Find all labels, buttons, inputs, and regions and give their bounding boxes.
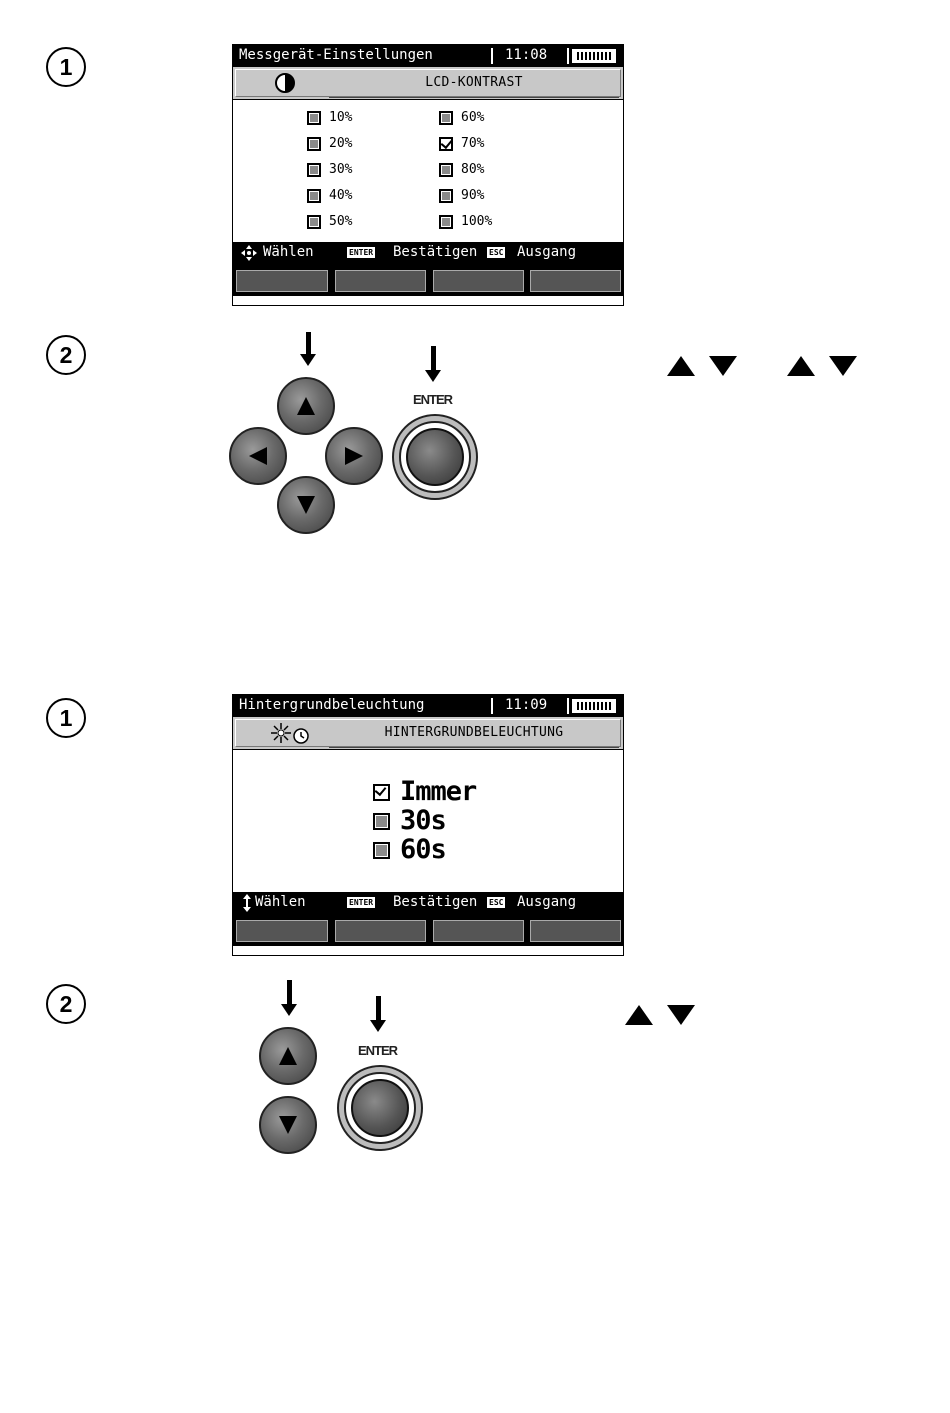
- option-80[interactable]: 80%: [439, 162, 484, 177]
- battery-icon: [572, 49, 616, 63]
- triangle-down-icon: [709, 356, 737, 376]
- enter-button[interactable]: [392, 414, 478, 500]
- arrow-down-icon: [297, 496, 315, 514]
- esc-key-tag: ESC: [489, 898, 504, 907]
- option-10[interactable]: 10%: [307, 110, 352, 125]
- four-way-arrows-icon: [241, 245, 257, 261]
- hint-confirm: Bestätigen: [393, 894, 478, 910]
- softkey-4[interactable]: [530, 270, 621, 292]
- checkbox[interactable]: [307, 111, 321, 125]
- step-marker-2: 2: [46, 984, 86, 1024]
- triangle-down-icon: [667, 1005, 695, 1025]
- step-marker-2: 2: [46, 335, 86, 375]
- arrow-left-icon: [249, 447, 267, 465]
- menu-header: [233, 67, 623, 100]
- option-40[interactable]: 40%: [307, 188, 352, 203]
- hint-select: Wählen: [263, 244, 314, 260]
- backlight-screen: [232, 694, 624, 956]
- backlight-options: [233, 750, 623, 892]
- step-marker-1: 1: [46, 698, 86, 738]
- checkbox[interactable]: [307, 215, 321, 229]
- option-60[interactable]: 60%: [439, 110, 484, 125]
- backlight-timer-icon: [265, 721, 315, 745]
- hint-confirm: Bestätigen: [393, 244, 478, 260]
- checkbox[interactable]: [439, 163, 453, 177]
- clock: 11:08: [505, 47, 548, 63]
- left-button[interactable]: [229, 427, 287, 485]
- option-20[interactable]: 20%: [307, 136, 352, 151]
- contrast-icon: [273, 72, 297, 94]
- checkbox[interactable]: [373, 813, 390, 830]
- contrast-options: [233, 100, 623, 242]
- triangle-down-icon: [829, 356, 857, 376]
- softkey-bar: [233, 264, 623, 296]
- softkey-2[interactable]: [335, 920, 426, 942]
- header-label: HINTERGRUNDBELEUCHTUNG: [329, 723, 619, 748]
- option-30s[interactable]: 30s: [373, 807, 446, 835]
- softkey-1[interactable]: [236, 920, 328, 942]
- checkbox[interactable]: [307, 189, 321, 203]
- option-50[interactable]: 50%: [307, 214, 352, 229]
- title-bar: [233, 695, 623, 717]
- option-100[interactable]: 100%: [439, 214, 492, 229]
- option-90[interactable]: 90%: [439, 188, 484, 203]
- checkbox-checked[interactable]: [439, 137, 453, 151]
- esc-key-tag: ESC: [489, 248, 504, 257]
- hint-exit: Ausgang: [517, 894, 577, 910]
- screen-title: Messgerät-Einstellungen: [239, 47, 433, 63]
- option-30[interactable]: 30%: [307, 162, 352, 177]
- up-down-arrows-icon: [241, 894, 253, 912]
- up-button[interactable]: [277, 377, 335, 435]
- header-label: LCD-KONTRAST: [329, 73, 619, 98]
- arrow-up-icon: [279, 1047, 297, 1065]
- checkbox[interactable]: [307, 137, 321, 151]
- enter-key-tag: ENTER: [349, 248, 374, 257]
- step-marker-1: 1: [46, 47, 86, 87]
- softkey-bar: [233, 914, 623, 946]
- status-bar: [233, 242, 623, 264]
- up-button[interactable]: [259, 1027, 317, 1085]
- menu-header: [233, 717, 623, 750]
- softkey-3[interactable]: [433, 270, 524, 292]
- checkbox[interactable]: [439, 111, 453, 125]
- option-70[interactable]: 70%: [439, 136, 484, 151]
- enter-label: ENTER: [413, 392, 453, 407]
- checkbox-checked[interactable]: [373, 784, 390, 801]
- down-button[interactable]: [259, 1096, 317, 1154]
- down-button[interactable]: [277, 476, 335, 534]
- enter-label: ENTER: [358, 1043, 398, 1058]
- status-bar: [233, 892, 623, 914]
- hint-exit: Ausgang: [517, 244, 577, 260]
- softkey-3[interactable]: [433, 920, 524, 942]
- checkbox[interactable]: [439, 189, 453, 203]
- checkbox[interactable]: [307, 163, 321, 177]
- arrow-down-icon: [279, 1116, 297, 1134]
- hint-select: Wählen: [255, 894, 306, 910]
- right-button[interactable]: [325, 427, 383, 485]
- screen-title: Hintergrundbeleuchtung: [239, 697, 425, 713]
- triangle-up-icon: [625, 1005, 653, 1025]
- arrow-right-icon: [345, 447, 363, 465]
- option-60s[interactable]: 60s: [373, 836, 446, 864]
- arrow-up-icon: [297, 397, 315, 415]
- lcd-contrast-screen: [232, 44, 624, 306]
- enter-key-tag: ENTER: [349, 898, 374, 907]
- clock: 11:09: [505, 697, 548, 713]
- triangle-up-icon: [787, 356, 815, 376]
- checkbox[interactable]: [373, 842, 390, 859]
- title-bar: [233, 45, 623, 67]
- enter-button[interactable]: [337, 1065, 423, 1151]
- option-immer[interactable]: Immer: [373, 778, 476, 806]
- softkey-4[interactable]: [530, 920, 621, 942]
- triangle-up-icon: [667, 356, 695, 376]
- softkey-2[interactable]: [335, 270, 426, 292]
- softkey-1[interactable]: [236, 270, 328, 292]
- battery-icon: [572, 699, 616, 713]
- checkbox[interactable]: [439, 215, 453, 229]
